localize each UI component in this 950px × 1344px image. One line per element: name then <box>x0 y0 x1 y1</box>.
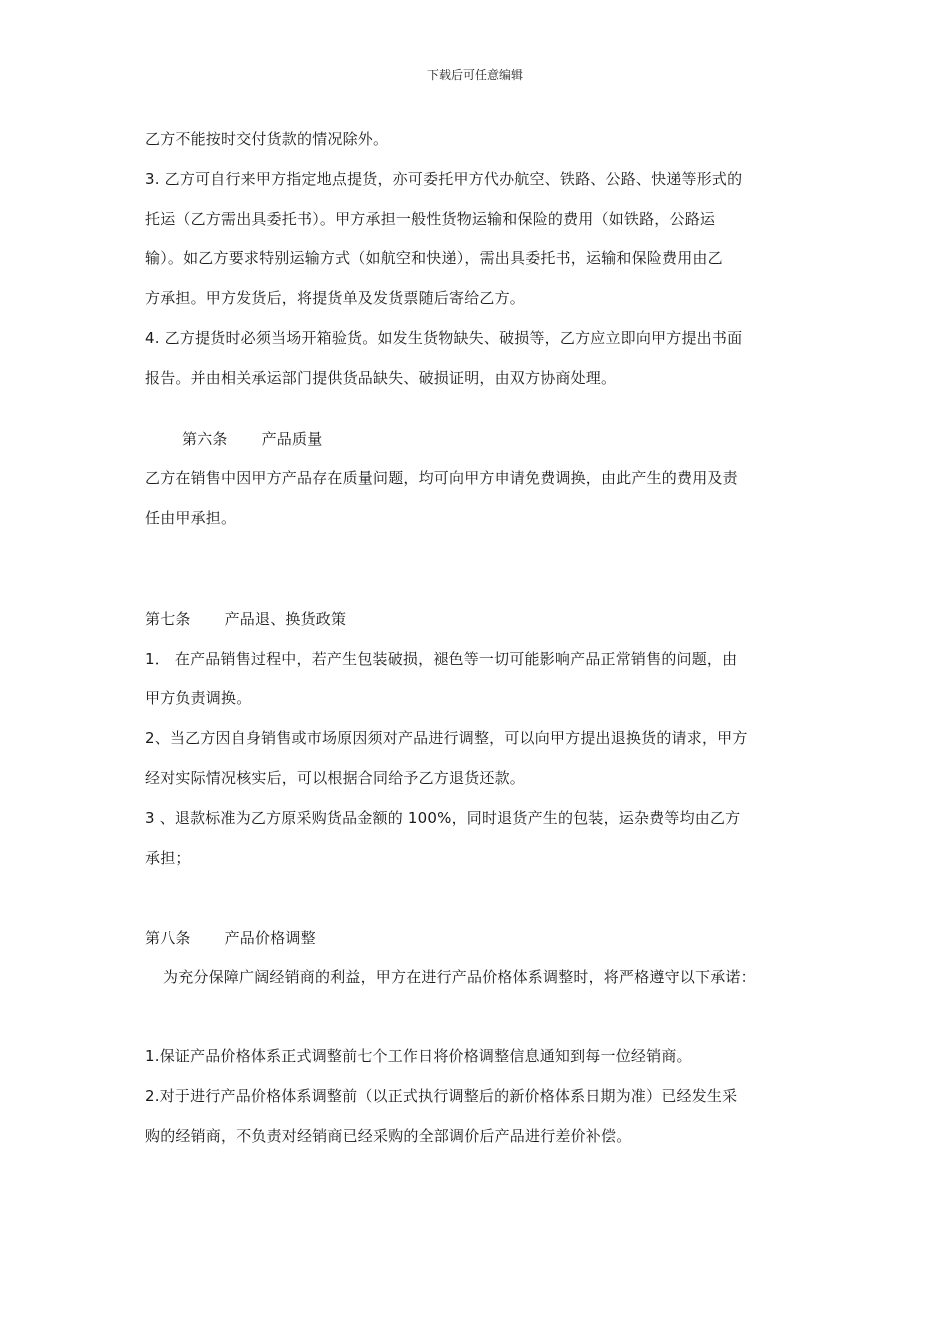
article-8-heading <box>145 928 316 948</box>
paragraph-line: 甲方负责调换。 <box>145 689 252 707</box>
paragraph-line: 1.保证产品价格体系正式调整前七个工作日将价格调整信息通知到每一位经销商。 <box>145 1047 692 1065</box>
paragraph-line: 2.对于进行产品价格体系调整前（以正式执行调整后的新价格体系日期为准）已经发生采 <box>145 1087 738 1105</box>
page-header: 下载后可任意编辑 <box>426 68 523 82</box>
paragraph-line: 3. 乙方可自行来甲方指定地点提货，亦可委托甲方代办航空、铁路、公路、快递等形式的 <box>145 170 743 188</box>
paragraph-line: 经对实际情况核实后，可以根据合同给予乙方退货还款。 <box>145 769 526 787</box>
paragraph-line: 方承担。甲方发货后，将提货单及发货票随后寄给乙方。 <box>145 289 526 307</box>
article-title: 产品质量 <box>261 430 323 448</box>
article-6-heading <box>182 429 322 449</box>
paragraph-line: 乙方在销售中因甲方产品存在质量问题，均可向甲方申请免费调换，由此产生的费用及责 <box>145 469 738 487</box>
article-7-heading <box>145 609 346 629</box>
article-title: 产品价格调整 <box>224 929 316 947</box>
paragraph-line: 购的经销商，不负责对经销商已经采购的全部调价后产品进行差价补偿。 <box>145 1127 632 1145</box>
article-number: 第八条 <box>145 929 191 947</box>
paragraph-line: 承担； <box>145 849 191 867</box>
paragraph-line: 3 、退款标准为乙方原采购货品金额的 100%，同时退货产生的包装，运杂费等均由乙方 <box>145 809 741 827</box>
paragraph-line: 2、当乙方因自身销售或市场原因须对产品进行调整，可以向甲方提出退换货的请求，甲方 <box>145 729 748 747</box>
paragraph-line: 任由甲承担。 <box>145 509 237 527</box>
paragraph-line: 乙方不能按时交付货款的情况除外。 <box>145 130 389 148</box>
article-number: 第六条 <box>182 430 228 448</box>
paragraph-line: 输）。如乙方要求特别运输方式（如航空和快递），需出具委托书，运输和保险费用由乙 <box>145 249 723 267</box>
paragraph-line: 1． 在产品销售过程中，若产生包装破损，褪色等一切可能影响产品正常销售的问题，由 <box>145 650 738 668</box>
paragraph-line: 4. 乙方提货时必须当场开箱验货。如发生货物缺失、破损等，乙方应立即向甲方提出书面 <box>145 329 743 347</box>
article-number: 第七条 <box>145 610 191 628</box>
paragraph-line: 报告。并由相关承运部门提供货品缺失、破损证明，由双方协商处理。 <box>145 369 617 387</box>
paragraph-line: 托运（乙方需出具委托书）。甲方承担一般性货物运输和保险的费用（如铁路，公路运 <box>145 210 716 228</box>
paragraph-line: 为充分保障广阔经销商的利益，甲方在进行产品价格体系调整时，将严格遵守以下承诺： <box>163 968 756 986</box>
article-title: 产品退、换货政策 <box>224 610 347 628</box>
